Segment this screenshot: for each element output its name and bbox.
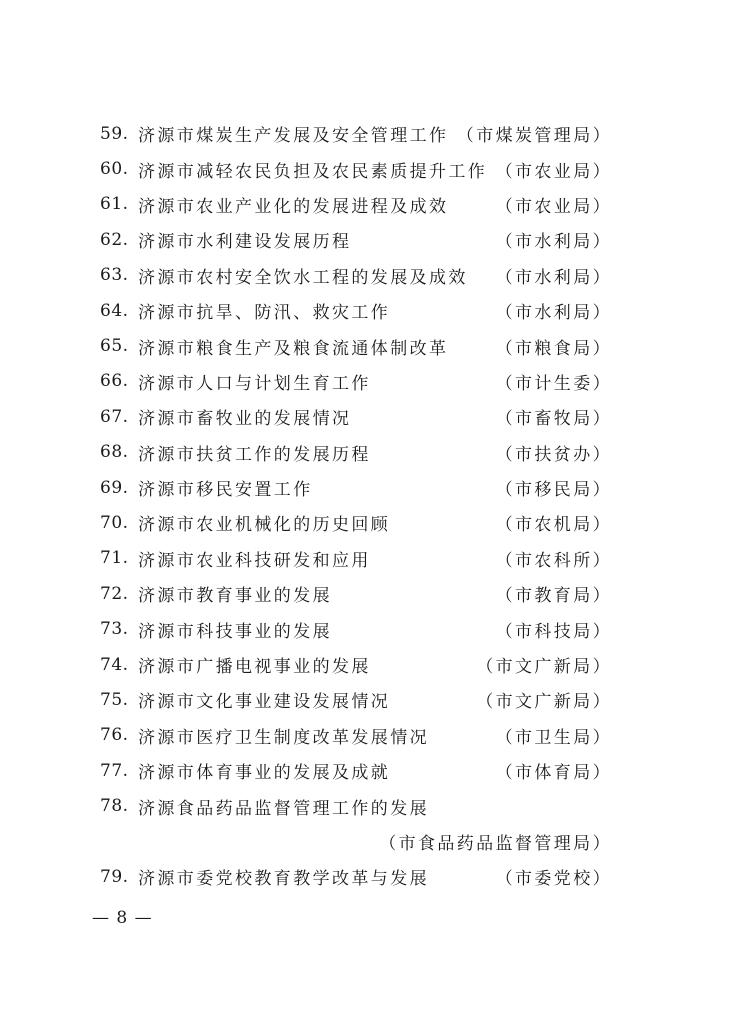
item-department: （市计生委） (495, 373, 612, 394)
item-number: 65. (100, 336, 129, 357)
item-title: 济源市煤炭生产发展及安全管理工作 (138, 126, 449, 147)
item-department: （市水利局） (495, 303, 612, 324)
page-number: — 8 — (92, 908, 153, 928)
item-number: 62. (100, 229, 129, 250)
item-department: （市煤炭管理局） (456, 126, 612, 147)
item-title: 济源市减轻农民负担及农民素质提升工作 (138, 161, 488, 182)
item-title: 济源市广播电视事业的发展 (138, 657, 371, 678)
item-number: 69. (100, 477, 129, 498)
item-number: 67. (100, 406, 129, 427)
item-title: 济源市水利建设发展历程 (138, 232, 352, 253)
list-item-61 (100, 187, 612, 222)
item-number: 73. (100, 619, 129, 640)
item-title: 济源市粮食生产及粮食流通体制改革 (138, 338, 449, 359)
item-title: 济源市畜牧业的发展情况 (138, 409, 352, 430)
item-title: 济源市农业产业化的发展进程及成效 (138, 196, 449, 217)
item-title: 济源市体育事业的发展及成就 (138, 763, 391, 784)
list-item-60 (100, 151, 612, 186)
item-department: （市教育局） (495, 586, 612, 607)
item-department: （市农机局） (495, 515, 612, 536)
item-department: （市畜牧局） (495, 409, 612, 430)
item-department: （市科技局） (495, 621, 612, 642)
item-number: 63. (100, 265, 129, 286)
item-department: （市食品药品监督管理局） (379, 834, 612, 854)
topic-list (100, 116, 612, 895)
list-item-78-continuation (100, 824, 612, 859)
item-title: 济源食品药品监督管理工作的发展 (138, 798, 429, 819)
item-number: 61. (100, 194, 129, 215)
item-department: （市农科所） (495, 550, 612, 571)
list-item-72 (100, 576, 612, 611)
item-title: 济源市农业机械化的历史回顾 (138, 515, 391, 536)
item-department: （市粮食局） (495, 338, 612, 359)
item-number: 75. (100, 689, 129, 710)
item-department: （市体育局） (495, 763, 612, 784)
item-title: 济源市移民安置工作 (138, 480, 313, 501)
item-number: 60. (100, 159, 129, 180)
list-item-77 (100, 753, 612, 788)
item-title: 济源市文化事业建设发展情况 (138, 692, 391, 713)
list-item-73 (100, 611, 612, 646)
list-item-79 (100, 859, 612, 894)
item-title: 济源市教育事业的发展 (138, 586, 332, 607)
item-title: 济源市人口与计划生育工作 (138, 373, 371, 394)
item-number: 78. (100, 796, 129, 817)
item-number: 70. (100, 512, 129, 533)
list-item-68 (100, 435, 612, 470)
item-department: （市文广新局） (476, 657, 612, 678)
list-item-74 (100, 647, 612, 682)
item-department: （市水利局） (495, 267, 612, 288)
item-department: （市移民局） (495, 480, 612, 501)
list-item-66 (100, 364, 612, 399)
item-title: 济源市抗旱、防汛、救灾工作 (138, 303, 391, 324)
item-number: 77. (100, 760, 129, 781)
item-department: （市农业局） (495, 196, 612, 217)
list-item-62 (100, 222, 612, 257)
item-title: 济源市委党校教育教学改革与发展 (138, 869, 429, 890)
item-department: （市文广新局） (476, 692, 612, 713)
item-title: 济源市扶贫工作的发展历程 (138, 444, 371, 465)
list-item-75 (100, 682, 612, 717)
item-department: （市水利局） (495, 232, 612, 253)
item-number: 64. (100, 300, 129, 321)
list-item-70 (100, 505, 612, 540)
list-item-69 (100, 470, 612, 505)
item-department: （市卫生局） (495, 727, 612, 748)
list-item-67 (100, 399, 612, 434)
list-item-63 (100, 258, 612, 293)
item-number: 72. (100, 583, 129, 604)
item-number: 74. (100, 654, 129, 675)
item-title: 济源市科技事业的发展 (138, 621, 332, 642)
item-number: 71. (100, 548, 129, 569)
item-number: 68. (100, 442, 129, 463)
item-title: 济源市农村安全饮水工程的发展及成效 (138, 267, 468, 288)
item-number: 79. (100, 866, 129, 887)
list-item-59 (100, 116, 612, 151)
item-department: （市农业局） (495, 161, 612, 182)
list-item-78 (100, 788, 612, 823)
item-number: 66. (100, 371, 129, 392)
list-item-64 (100, 293, 612, 328)
item-number: 76. (100, 725, 129, 746)
item-title: 济源市医疗卫生制度改革发展情况 (138, 727, 429, 748)
item-number: 59. (100, 123, 129, 144)
item-department: （市委党校） (495, 869, 612, 890)
list-item-76 (100, 718, 612, 753)
item-department: （市扶贫办） (495, 444, 612, 465)
list-item-71 (100, 541, 612, 576)
list-item-65 (100, 328, 612, 363)
item-title: 济源市农业科技研发和应用 (138, 550, 371, 571)
